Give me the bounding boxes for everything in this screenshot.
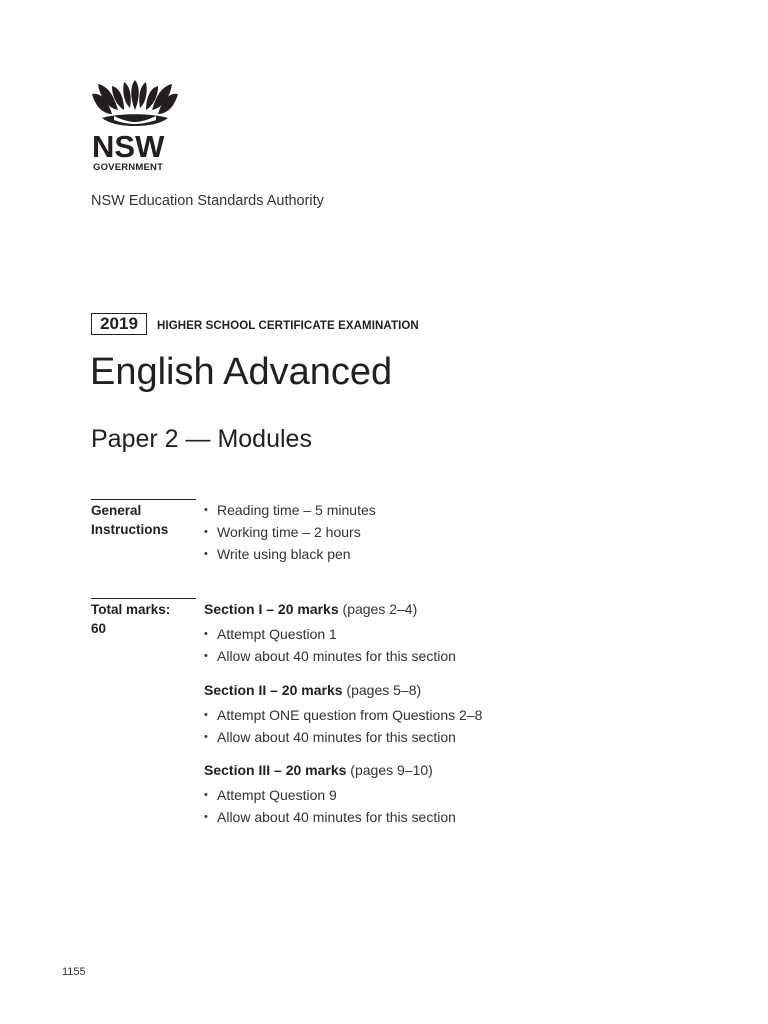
page-title: English Advanced — [90, 351, 393, 393]
exam-year-badge: 2019 — [91, 313, 147, 335]
section-1-pages: (pages 2–4) — [342, 601, 418, 617]
section-2-list — [204, 707, 482, 751]
section-2-heading — [204, 682, 421, 698]
total-marks-divider — [91, 598, 196, 599]
list-item: • Allow about 40 minutes for this section — [204, 729, 482, 751]
logo-subtext: GOVERNMENT — [93, 162, 164, 173]
list-item: • Attempt ONE question from Questions 2–8 — [204, 707, 482, 729]
page-code: 1155 — [62, 966, 86, 978]
list-item: • Attempt Question 9 — [204, 787, 456, 809]
total-marks-value: 60 — [91, 621, 107, 636]
list-item: • Allow about 40 minutes for this section — [204, 648, 456, 670]
list-item: • Reading time – 5 minutes — [204, 502, 376, 524]
logo-wordmark: NSW — [92, 129, 165, 164]
total-marks-label-block — [91, 600, 170, 638]
authority-name: NSW Education Standards Authority — [91, 193, 324, 209]
general-instructions-list — [204, 502, 376, 568]
list-item: • Attempt Question 1 — [204, 626, 456, 648]
section-1-heading — [204, 601, 417, 617]
section-3-list — [204, 787, 456, 831]
general-instructions-label-line2: Instructions — [91, 522, 169, 537]
list-item: • Write using black pen — [204, 546, 376, 568]
list-item: • Allow about 40 minutes for this section — [204, 809, 456, 831]
section-1-list — [204, 626, 456, 670]
section-2-pages: (pages 5–8) — [346, 682, 422, 698]
section-2-title: Section II – 20 marks — [204, 682, 343, 698]
instructions-divider — [91, 499, 196, 500]
section-3-pages: (pages 9–10) — [350, 762, 433, 778]
total-marks-label: Total marks: — [91, 602, 171, 617]
nsw-government-logo — [90, 80, 182, 173]
page-subtitle: Paper 2 — Modules — [91, 425, 312, 453]
general-instructions-label-line1: General — [91, 503, 142, 518]
general-instructions-label — [91, 501, 168, 539]
section-1-title: Section I – 20 marks — [204, 601, 339, 617]
exam-title: HIGHER SCHOOL CERTIFICATE EXAMINATION — [157, 320, 419, 332]
section-3-heading — [204, 762, 433, 778]
section-3-title: Section III – 20 marks — [204, 762, 347, 778]
list-item: • Working time – 2 hours — [204, 524, 376, 546]
waratah-icon — [90, 80, 180, 130]
